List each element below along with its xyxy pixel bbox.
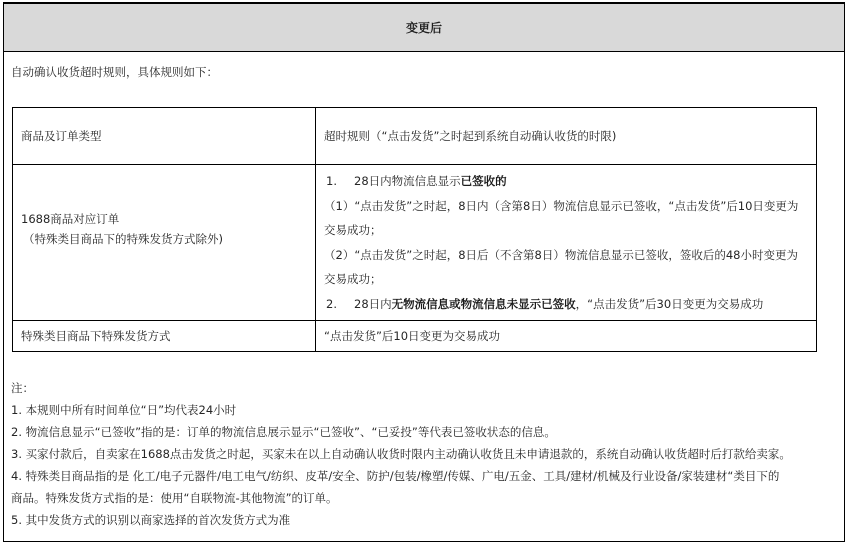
rule-cell bbox=[316, 165, 817, 321]
rule-subitem-1: （1）“点击发货”之时起，8日内（含第8日）物流信息显示已签收，“点击发货”后10日变更为交易成功； bbox=[324, 198, 799, 237]
table-row bbox=[13, 321, 817, 352]
rule-item-text: 28日内 bbox=[354, 296, 392, 311]
rules-table bbox=[12, 107, 817, 352]
note-item: 4. 特殊类目商品指的是 化工/电子元器件/电工电气/纺织、皮革/安全、防护/包装/橡塑/传媒、广电/五金、工具/建材/机械及行业设备/家装建材“类目下的 bbox=[11, 469, 780, 483]
section-header bbox=[4, 4, 844, 52]
note-item: 5. 其中发货方式的识别以商家选择的首次发货方式为准 bbox=[11, 513, 291, 527]
rule-item-emphasis: 无物流信息或物流信息未显示已签收 bbox=[391, 296, 576, 311]
rule-item-emphasis: 已签收的 bbox=[460, 174, 507, 188]
rule-item-1 bbox=[324, 169, 808, 194]
order-type-note: （特殊类目商品下的特殊发货方式除外) bbox=[23, 231, 223, 246]
rule-item-text: 28日内物流信息显示 bbox=[354, 174, 461, 188]
intro-text: 自动确认收货超时规则，具体规则如下： bbox=[11, 65, 218, 79]
order-type-cell bbox=[13, 165, 316, 321]
column-header-type: 商品及订单类型 bbox=[13, 108, 316, 165]
note-item: 2. 物流信息显示“已签收”指的是：订单的物流信息展示显示“已签收”、“已妥投”等代表已签收状态的信息。 bbox=[11, 425, 556, 439]
notes-section bbox=[11, 377, 841, 531]
column-header-rule: 超时规则（“点击发货”之时起到系统自动确认收货的时限) bbox=[316, 108, 817, 165]
table-row bbox=[13, 165, 817, 321]
note-item: 3. 买家付款后，自卖家在1688点击发货之时起，买家未在以上自动确认收货时限内主动确认收货且未申请退款的，系统自动确认收货超时后打款给卖家。 bbox=[11, 447, 791, 461]
table-header-row bbox=[13, 108, 817, 165]
rule-subitem-2: （2）“点击发货”之时起，8日后（不含第8日）物流信息显示已签收，签收后的48小时变更为交易成功； bbox=[324, 247, 798, 286]
note-item: 1. 本规则中所有时间单位“日”均代表24小时 bbox=[11, 403, 237, 417]
order-type-main: 1688商品对应订单 bbox=[21, 211, 120, 226]
rule-item-number: 2. bbox=[326, 296, 337, 311]
rule-item-2 bbox=[324, 292, 808, 317]
document-frame bbox=[3, 2, 845, 542]
rule-cell: “点击发货”后10日变更为交易成功 bbox=[316, 321, 817, 352]
order-type-cell: 特殊类目商品下特殊发货方式 bbox=[13, 321, 316, 352]
notes-title: 注： bbox=[11, 381, 34, 395]
section-title: 变更后 bbox=[405, 21, 442, 35]
rule-item-number: 1. bbox=[326, 174, 337, 188]
note-item-continued: 商品。特殊发货方式指的是：使用“自联物流-其他物流”的订单。 bbox=[11, 491, 338, 505]
rule-item-suffix: ，“点击发货”后30日变更为交易成功 bbox=[575, 296, 764, 311]
